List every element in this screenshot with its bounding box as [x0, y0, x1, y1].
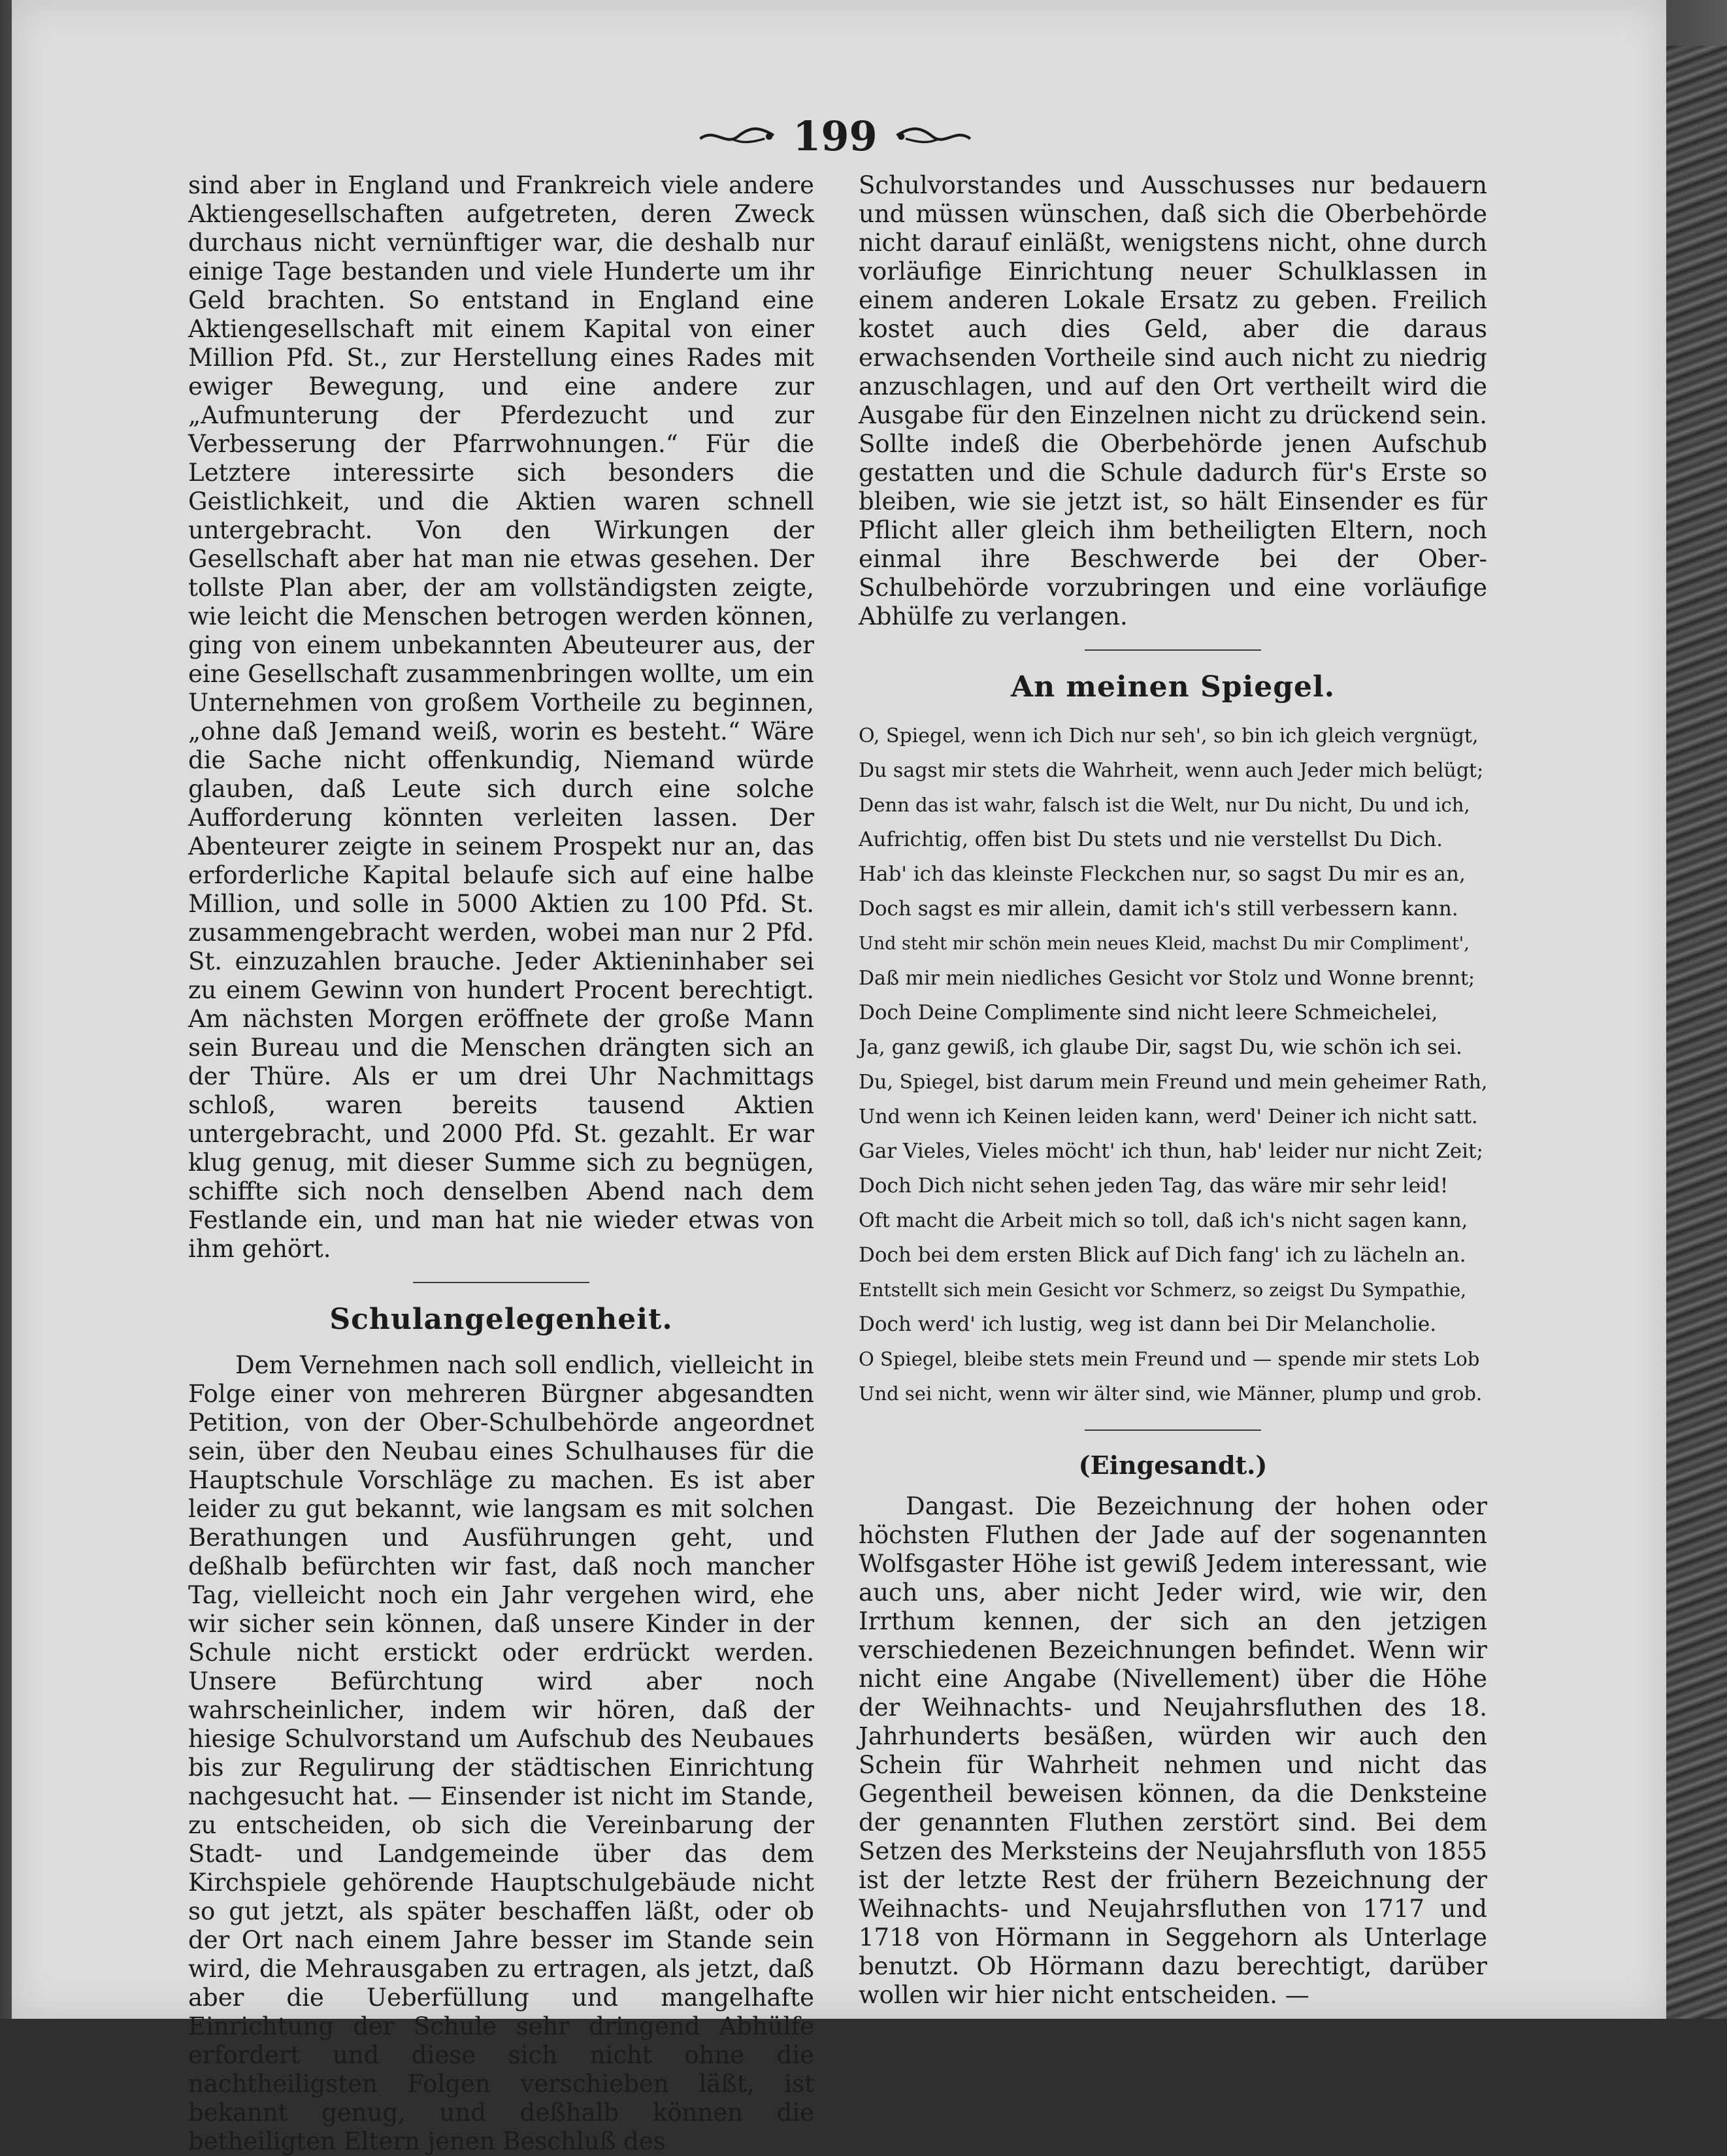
poem-line: Und steht mir schön mein neues Kleid, machst Du mir Compliment', — [859, 934, 1470, 954]
poem-line: Und wenn ich Keinen leiden kann, werd' Deiner ich nicht satt. — [859, 1105, 1478, 1128]
poem-line: Doch Deine Complimente sind nicht leere Schmeichelei, — [859, 1001, 1438, 1024]
poem-line: Doch Dich nicht sehen jeden Tag, das wäre mir sehr leid! — [859, 1174, 1449, 1198]
poem-line: Du sagst mir stets die Wahrheit, wenn auch Jeder mich belügt; — [859, 759, 1484, 782]
section-divider — [413, 1282, 589, 1283]
continuation-paragraph: Schulvorstandes und Ausschusses nur bedauern und müssen wünschen, daß sich die Oberbehörde nicht darauf einläßt, wenigstens nicht, ohne durch vorläufige Einrichtung neuer Schulklassen in einem anderen Lokale Ersatz zu geben. Freilich kostet auch dies Geld, aber die daraus erwachsenden Vortheile sind auch nicht zu niedrig anzuschlagen, und auf den Ort vertheilt wird die Ausgabe für den Einzelnen nicht zu drückend sein. Sollte indeß die Oberbehörde jenen Aufschub gestatten und die Schule dadurch für's Erste so bleiben, wie sie jetzt ist, so hält Einsender es für Pflicht aller gleich ihm betheiligten Eltern, noch einmal ihre Beschwerde bei der Ober-Schulbehörde vorzubringen und eine vorläufige Abhülfe zu verlangen. — [859, 171, 1487, 630]
newspaper-page — [12, 0, 1666, 2155]
poem-line: Du, Spiegel, bist darum mein Freund und mein geheimer Rath, — [859, 1071, 1488, 1094]
poem-line: Und sei nicht, wenn wir älter sind, wie Männer, plump und grob. — [859, 1382, 1483, 1405]
submitted-heading: (Eingesandt.) — [1078, 1450, 1268, 1480]
poem-line: Denn das ist wahr, falsch ist die Welt, nur Du nicht, Du und ich, — [859, 794, 1470, 816]
right-flourish-icon — [895, 120, 972, 152]
poem-line: O, Spiegel, wenn ich Dich nur seh', so bin ich gleich vergnügt, — [859, 725, 1479, 747]
left-column — [188, 171, 814, 2156]
poem-line: Oft macht die Arbeit mich so toll, daß ich's nicht sagen kann, — [859, 1209, 1468, 1232]
poem-line: Ja, ganz gewiß, ich glaube Dir, sagst Du, wie schön ich sei. — [859, 1036, 1462, 1059]
intro-paragraph: sind aber in England und Frankreich viele andere Aktiengesellschaften aufgetreten, deren Zweck durchaus nicht vernünftiger war, die deshalb nur einige Tage bestanden und viele Hunderte um ihr Geld brachten. So entstand in England eine Aktiengesellschaft mit einem Kapital von einer Million Pfd. St., zur Herstellung eines Rades mit ewiger Bewegung, und eine andere zur „Aufmunterung der Pferdezucht und zur Verbesserung der Pfarrwohnungen.“ Für die Letztere interessirte sich besonders die Geistlichkeit, und die Aktien waren schnell untergebracht. Von den Wirkungen der Gesellschaft aber hat man nie etwas gesehen. Der tollste Plan aber, der am vollständigsten zeigte, wie leicht die Menschen betrogen werden können, ging von einem unbekannten Abeuteurer aus, der eine Gesellschaft zusammenbringen wollte, um ein Unternehmen von großem Vortheile zu beginnen, „ohne daß Jemand weiß, worin es besteht.“ Wäre die Sache nicht offenkundig, Niemand würde glauben, daß Leute sich durch eine solche Aufforderung könnten verleiten lassen. Der Abenteurer zeigte in seinem Prospekt nur an, das erforderliche Kapital belaufe sich auf eine halbe Million, und solle in 5000 Aktien zu 100 Pfd. St. zusammengebracht werden, wobei man nur 2 Pfd. St. einzuzahlen brauche. Jeder Aktieninhaber sei zu einem Gewinn von hundert Procent berechtigt. Am nächsten Morgen eröffnete der große Mann sein Bureau und die Menschen drängten sich an der Thüre. Als er um drei Uhr Nachmittags schloß, waren bereits tausend Aktien untergebracht, und 2000 Pfd. St. gezahlt. Er war klug genug, mit dieser Summe sich zu begnügen, schiffte sich noch denselben Abend nach dem Festlande ein, und man hat nie wieder etwas von ihm gehört. — [188, 171, 814, 1263]
left-flourish-icon — [698, 120, 776, 152]
submitted-paragraph: Dangast. Die Bezeichnung der hohen oder höchsten Fluthen der Jade auf der sogenannten Wolfsgaster Höhe ist gewiß Jedem interessant, wie auch uns, aber nicht Jeder wird, wie wir, den Irrthum kennen, der sich an den jetzigen verschiedenen Bezeichnungen befindet. Wenn wir nicht eine Angabe (Nivellement) über die Höhe der Weihnachts- und Neujahrsfluthen des 18. Jahrhunderts besäßen, würden wir auch den Schein für Wahrheit nehmen und nicht das Gegentheil beweisen können, da die Denksteine der genannten Fluthen zerstört sind. Bei dem Setzen des Merksteins der Neujahrsfluth von 1855 ist der letzte Rest der frühern Bezeichnung der Weihnachts- und Neujahrsfluthen von 1717 und 1718 von Hörmann in Seggehorn als Unterlage benutzt. Ob Hörmann dazu berechtigt, darüber wollen wir hier nicht entscheiden. — — [859, 1492, 1487, 2009]
poem-line: Entstellt sich mein Gesicht vor Schmerz, so zeigst Du Sympathie, — [859, 1279, 1467, 1301]
poem-line: Hab' ich das kleinste Fleckchen nur, so sagst Du mir es an, — [859, 862, 1466, 886]
page-number: 199 — [793, 112, 878, 160]
page-header — [698, 110, 972, 162]
right-column — [859, 171, 1487, 2010]
poem-line: Doch werd' ich lustig, weg ist dann bei Dir Melancholie. — [859, 1313, 1437, 1336]
section-paragraph: Dem Vernehmen nach soll endlich, vielleicht in Folge einer von mehreren Bürgner abgesandten Petition, von der Ober-Schulbehörde angeordnet sein, über den Neubau eines Schulhauses für die Hauptschule Vorschläge zu machen. Es ist aber leider zu gut bekannt, wie langsam es mit solchen Berathungen und Ausführungen geht, und deßhalb befürchten wir fast, daß noch mancher Tag, vielleicht noch ein Jahr vergehen wird, ehe wir sicher sein können, daß unsere Kinder in der Schule nicht erstickt oder erdrückt werden. Unsere Befürchtung wird aber noch wahrscheinlicher, indem wir hören, daß der hiesige Schulvorstand um Aufschub des Neubaues bis zur Regulirung der städtischen Einrichtung nachgesucht hat. — Einsender ist nicht im Stande, zu entscheiden, ob sich die Vereinbarung der Stadt- und Landgemeinde über das dem Kirchspiele gehörende Hauptschulgebäude nicht so gut jetzt, als später beschaffen läßt, oder ob der Ort nach einem Jahre besser im Stande sein wird, die Mehrausgaben zu ertragen, als jetzt, daß aber die Ueberfüllung und mangelhafte Einrichtung der Schule sehr dringend Abhülfe erfordert und diese sich nicht ohne die nachtheiligsten Folgen verschieben läßt, ist bekannt genug, und deßhalb können die betheiligten Eltern jenen Beschluß des — [188, 1351, 814, 2155]
poem-divider — [1085, 649, 1261, 651]
poem-line: Gar Vieles, Vieles möcht' ich thun, hab' leider nur nicht Zeit; — [859, 1139, 1483, 1163]
section-heading: Schulangelegenheit. — [329, 1303, 673, 1336]
poem-line: Aufrichtig, offen bist Du stets und nie verstellst Du Dich. — [859, 828, 1443, 851]
submitted-divider — [1085, 1429, 1261, 1431]
poem — [859, 719, 1487, 1411]
poem-line: Doch bei dem ersten Blick auf Dich fang' ich zu lächeln an. — [859, 1243, 1466, 1267]
poem-heading: An meinen Spiegel. — [1010, 670, 1336, 704]
poem-line: O Spiegel, bleibe stets mein Freund und — spende mir stets Lob — [859, 1348, 1480, 1370]
poem-line: Daß mir mein niedliches Gesicht vor Stolz und Wonne brennt; — [859, 967, 1475, 990]
poem-line: Doch sagst es mir allein, damit ich's still verbessern kann. — [859, 897, 1458, 921]
